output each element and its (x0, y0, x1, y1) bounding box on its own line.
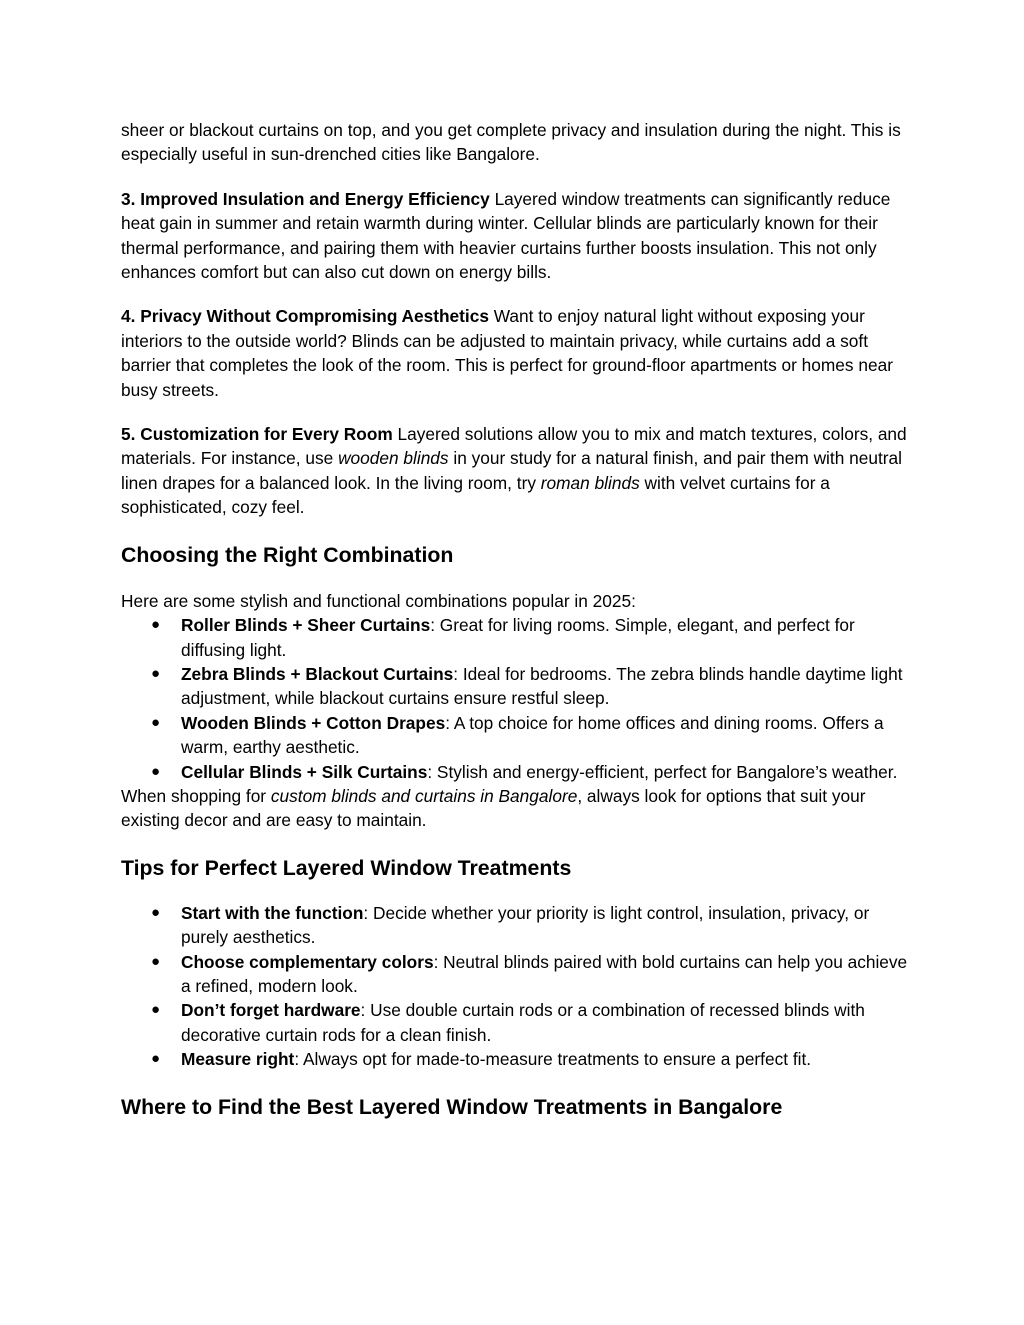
choosing-outro-b: , always look for options that suit your existing decor and are easy to maintain. (121, 785, 866, 831)
list-item-bold: Roller Blinds + Sheer Curtains (181, 615, 431, 636)
bullet-icon: ● (151, 903, 161, 921)
list-item-text: : Use double curtain rods or a combination of recessed blinds with decorative curtain rods for a clean finish. (181, 1000, 865, 1045)
combinations-list (121, 613, 911, 784)
list-item-bold: Zebra Blinds + Blackout Curtains (181, 663, 454, 684)
point-customization-paragraph (121, 422, 911, 520)
point-privacy-heading: 4. Privacy Without Compromising Aesthetics (121, 306, 489, 327)
intro-paragraph: sheer or blackout curtains on top, and you get complete privacy and insulation during the night. This is especially useful in sun-drenched cities like Bangalore. (121, 120, 901, 165)
list-item-text: : Ideal for bedrooms. The zebra blinds handle daytime light adjustment, while blackout curtains ensure restful sleep. (181, 663, 903, 709)
bullet-icon: ● (151, 1001, 161, 1019)
bullet-icon: ● (151, 616, 161, 634)
list-item (121, 662, 911, 711)
bullet-icon: ● (151, 1050, 161, 1068)
point-customization-text-a: Layered solutions allow you to mix and match textures, colors, and materials. For instance, use (121, 424, 907, 469)
bullet-icon: ● (151, 762, 161, 780)
list-item-bold: Cellular Blinds + Silk Curtains (181, 761, 428, 782)
choosing-outro-em: custom blinds and curtains in Bangalore (270, 785, 578, 806)
list-item-bold: Start with the function (181, 902, 364, 923)
point-customization-text-c: with velvet curtains for a sophisticated, cozy feel. (121, 472, 830, 518)
list-item-bold: Choose complementary colors (181, 951, 434, 972)
point-privacy-paragraph (121, 304, 911, 402)
list-item (121, 901, 911, 950)
point-customization-em-b: roman blinds (540, 472, 640, 493)
list-item-text: : Decide whether your priority is light control, insulation, privacy, or purely aesthetics. (181, 902, 870, 948)
list-item-bold: Measure right (181, 1049, 295, 1070)
list-item-text: : Neutral blinds paired with bold curtains can help you achieve a refined, modern look. (181, 951, 908, 996)
choosing-outro (121, 784, 911, 833)
point-insulation-text: Layered window treatments can significantly reduce heat gain in summer and retain warmth during winter. Cellular blinds are particularly known for their thermal performance, and pairing them with heavier curtains further boosts insulation. This not only enhances comfort but can also cut down on energy bills. (121, 188, 891, 283)
point-insulation-paragraph (121, 187, 911, 285)
point-privacy-text: Want to enjoy natural light without exposing your interiors to the outside world? Blinds can be adjusted to maintain privacy, while curtains add a soft barrier that completes the look of the room. This is perfect for ground-floor apartments or homes near busy streets. (121, 306, 893, 400)
point-insulation-heading: 3. Improved Insulation and Energy Efficiency (121, 188, 490, 209)
choosing-outro-a: When shopping for (121, 785, 271, 806)
point-customization-text-b: in your study for a natural finish, and pair them with neutral linen drapes for a balanced look. In the living room, try (121, 448, 902, 493)
choosing-intro: Here are some stylish and functional combinations popular in 2025: (121, 590, 636, 611)
list-item (121, 1047, 911, 1071)
document-page (121, 118, 911, 1121)
list-item-text: : Great for living rooms. Simple, elegant, and perfect for diffusing light. (181, 615, 855, 660)
bullet-icon: ● (151, 713, 161, 731)
bullet-icon: ● (151, 952, 161, 970)
bullet-icon: ● (151, 664, 161, 682)
list-item (121, 950, 911, 999)
list-item (121, 998, 911, 1047)
list-item (121, 613, 911, 662)
point-customization-heading: 5. Customization for Every Room (121, 424, 393, 445)
tips-heading: Tips for Perfect Layered Window Treatments (121, 855, 572, 880)
where-heading: Where to Find the Best Layered Window Treatments in Bangalore (121, 1094, 783, 1119)
list-item-text: : Always opt for made-to-measure treatments to ensure a perfect fit. (294, 1049, 812, 1070)
list-item-bold: Wooden Blinds + Cotton Drapes (181, 712, 446, 733)
point-customization-em-a: wooden blinds (338, 448, 449, 469)
list-item (121, 711, 911, 760)
tips-list (121, 901, 911, 1072)
list-item-text: : A top choice for home offices and dining rooms. Offers a warm, earthy aesthetic. (181, 712, 884, 758)
list-item (121, 760, 911, 784)
list-item-bold: Don’t forget hardware (181, 1000, 361, 1021)
list-item-text: : Stylish and energy-efficient, perfect for Bangalore’s weather. (427, 761, 898, 782)
choosing-heading: Choosing the Right Combination (121, 542, 454, 567)
